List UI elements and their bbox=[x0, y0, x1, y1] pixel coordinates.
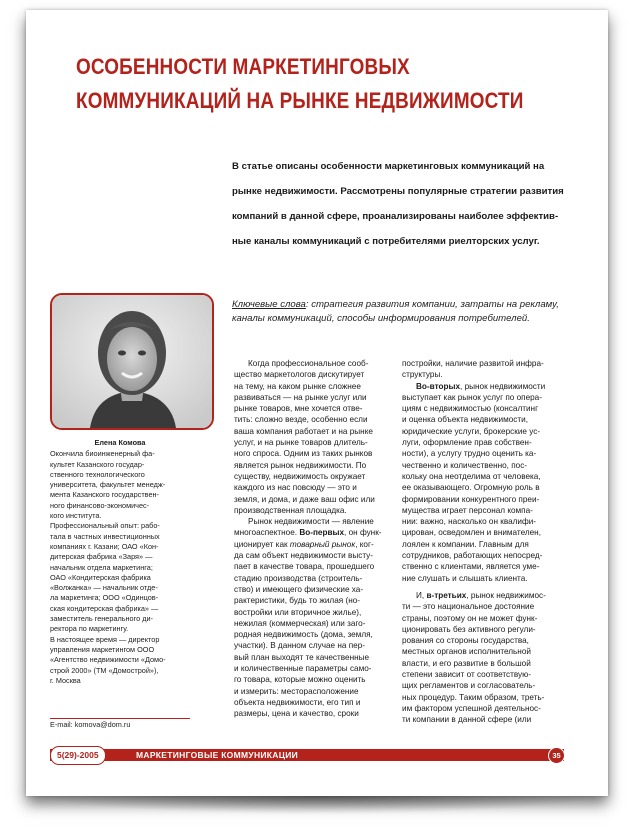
text-line: щество маркетологов дискутирует bbox=[234, 370, 365, 380]
author-email: E-mail: komova@dom.ru bbox=[50, 720, 131, 729]
abstract-line: В статье описаны особенности маркетинговых коммуникаций на bbox=[232, 161, 545, 172]
text-line: формировании конкурентного преи- bbox=[402, 494, 540, 504]
text-line: и измерить: месторасположение bbox=[234, 686, 359, 696]
issue-number: 5(29)-2005 bbox=[50, 746, 106, 765]
bio-line: Профессиональный опыт: рабо- bbox=[50, 521, 160, 531]
text-italic: товарный рынок bbox=[289, 539, 356, 549]
article-title-line1: ОСОБЕННОСТИ МАРКЕТИНГОВЫХ bbox=[76, 54, 410, 79]
bio-line: кого института. bbox=[50, 511, 102, 521]
text-line: луги, оформление прав собствен- bbox=[402, 438, 532, 448]
text-line: и оценка объекта недвижимости, bbox=[402, 415, 528, 425]
text-run: , рынок недвижимос- bbox=[466, 590, 546, 600]
bio-line: В настоящее время — директор bbox=[50, 634, 160, 644]
text-run: , рынок недвижимости bbox=[460, 381, 546, 391]
text-line: местных органов исполнительной bbox=[402, 647, 531, 657]
bio-line: ректора по маркетингу. bbox=[50, 624, 129, 634]
bio-line: ла маркетинга; ООО «Одинцов- bbox=[50, 593, 159, 603]
text-emphasis: Во-вторых bbox=[416, 381, 461, 391]
text-run: И, bbox=[416, 590, 427, 600]
text-line bbox=[234, 539, 392, 550]
author-portrait-icon bbox=[52, 295, 212, 428]
text-line: производственная площадка. bbox=[234, 505, 347, 515]
text-line: страны, поэтому он не может функ- bbox=[402, 613, 538, 623]
author-bio-text bbox=[50, 449, 190, 686]
bio-line: мента Казанского государствен- bbox=[50, 490, 159, 500]
text-run: ционирует как bbox=[234, 539, 290, 549]
text-line: родная недвижимость (дома, земля, bbox=[234, 630, 373, 640]
keywords-text: : стратегия развития компании, затраты на рекламу, bbox=[305, 299, 559, 310]
text-line: ти — это национальное достояние bbox=[402, 602, 535, 612]
article-column-1 bbox=[234, 358, 392, 720]
text-line: востройки или вторичное жилье), bbox=[234, 607, 362, 617]
article-title-line2: КОММУНИКАЦИЙ НА РЫНКЕ НЕДВИЖИМОСТИ bbox=[76, 88, 524, 113]
text-line: степени зависит от соответствую- bbox=[402, 670, 532, 680]
page-shadow bbox=[40, 796, 596, 814]
bio-line: заместитель генерального ди- bbox=[50, 614, 153, 624]
text-line: ственно с клиентами, является уме- bbox=[402, 562, 540, 572]
text-run: , ког- bbox=[355, 539, 374, 549]
text-run: многоаспектное. bbox=[234, 528, 298, 538]
bio-line: компаниях г. Казани; ОАО «Кон- bbox=[50, 541, 159, 551]
text-line: власти, и его развитие в большой bbox=[402, 658, 531, 668]
bio-line: ОАО «Кондитерская фабрика bbox=[50, 572, 151, 582]
abstract-line: ные каналы коммуникаций с потребителями риелторских услуг. bbox=[232, 236, 540, 247]
text-line: участки). В данном случае на пер- bbox=[234, 641, 365, 651]
text-line: да сам объект недвижимости высту- bbox=[234, 551, 374, 561]
text-line: ее оказывающего. Огромную роль в bbox=[402, 483, 540, 493]
text-line: циям с недвижимостью (консалтинг bbox=[402, 404, 539, 414]
text-line: ционировать без активного регули- bbox=[402, 624, 536, 634]
bio-line: ственного технологического bbox=[50, 469, 145, 479]
text-line: рования со стороны государства, bbox=[402, 636, 529, 646]
text-line: мущества играет персонал компа- bbox=[402, 505, 533, 515]
text-emphasis: в-третьих bbox=[426, 590, 467, 600]
bio-line: тала в частных инвестиционных bbox=[50, 531, 160, 541]
text-line: Когда профессиональное сооб- bbox=[248, 359, 369, 368]
text-line: сотрудников, работающих непосред- bbox=[402, 551, 543, 561]
keywords bbox=[232, 298, 567, 326]
text-line: выступает как рынок услуг по опера- bbox=[402, 392, 542, 402]
text-line: услуг, и на рынке товаров длитель- bbox=[234, 438, 368, 448]
text-line: чественно и количественно, пос- bbox=[402, 460, 528, 470]
text-line: каждого из нас повсюду — это и bbox=[234, 483, 357, 493]
text-line bbox=[402, 590, 560, 601]
article-title bbox=[76, 50, 523, 118]
text-line: юридические услуги, брокерские ус- bbox=[402, 426, 541, 436]
text-line: Рынок недвижимости — явление bbox=[248, 517, 374, 527]
text-line: структуры. bbox=[402, 370, 443, 380]
text-line: вый план выходят те качественные bbox=[234, 652, 370, 662]
text-line: рынке товаров, мне хочется отве- bbox=[234, 404, 363, 414]
text-line: тить: сложно везде, особенно если bbox=[234, 415, 368, 425]
bio-line: «Агентство недвижимости «Домо- bbox=[50, 655, 166, 665]
text-line: земля, и дома, и даже ваш офис или bbox=[234, 494, 375, 504]
text-line: стадию производства (строитель- bbox=[234, 573, 363, 583]
text-line: рактеристики, будь то жилая (но- bbox=[234, 596, 360, 606]
article-abstract bbox=[232, 154, 562, 254]
bio-line: Окончила биоинженерный фа- bbox=[50, 449, 155, 459]
author-name: Елена Комова bbox=[94, 438, 146, 447]
author-photo bbox=[50, 293, 214, 430]
text-line: го товара, которые можно оценить bbox=[234, 675, 366, 685]
text-run: , он функ- bbox=[344, 528, 382, 538]
bio-line: культет Казанского государ- bbox=[50, 459, 145, 469]
text-line: нежилая (коммерческая) или заго- bbox=[234, 618, 366, 628]
text-line: ных процедур. Таким образом, треть- bbox=[402, 692, 545, 702]
text-line: объекта недвижимости, его тип и bbox=[234, 697, 361, 707]
bio-line: «Волжанка» — начальник отде- bbox=[50, 583, 158, 593]
keywords-label: Ключевые слова bbox=[232, 299, 306, 310]
bio-line: начальник отдела маркетинга; bbox=[50, 562, 153, 572]
text-line: ваша компания работает и на рынке bbox=[234, 426, 373, 436]
section-title: МАРКЕТИНГОВЫЕ КОММУНИКАЦИИ bbox=[136, 750, 299, 760]
bio-line: управления маркетингом ООО bbox=[50, 644, 155, 654]
text-line bbox=[402, 381, 560, 392]
bio-divider bbox=[50, 718, 190, 719]
text-line: нии: важно, насколько он квалифи- bbox=[402, 517, 537, 527]
bio-line: строй 2000» (ТМ «Домострой»), bbox=[50, 665, 159, 675]
abstract-line: рынке недвижимости. Рассмотрены популярные стратегии развития bbox=[232, 186, 564, 197]
text-line: им фактором успешной деятельнос- bbox=[402, 703, 541, 713]
page-number: 35 bbox=[548, 747, 565, 764]
footer-bar bbox=[50, 749, 564, 761]
text-line: ти компании в данной сфере (или bbox=[402, 715, 532, 725]
text-line: цирован, осведомлен и внимателен, bbox=[402, 528, 541, 538]
bio-line: г. Москва bbox=[50, 675, 81, 685]
text-emphasis: Во-первых bbox=[299, 528, 345, 538]
text-line: ние слушать и слышать клиента. bbox=[402, 573, 528, 583]
text-line: на тему, на каком рынке сложнее bbox=[234, 381, 361, 391]
text-line: ного спроса. Одним из таких рынков bbox=[234, 449, 373, 459]
bio-line: дитерская фабрика «Заря» — bbox=[50, 552, 153, 562]
text-line: ство) и имеющего физические ха- bbox=[234, 584, 364, 594]
text-line: лоялен к компании. Главным для bbox=[402, 539, 529, 549]
bio-line: ного финансово-экономичес- bbox=[50, 500, 150, 510]
text-line: пает в качестве товара, прошедшего bbox=[234, 562, 375, 572]
bio-line: университета, факультет менедж- bbox=[50, 480, 166, 490]
text-line: существу, недвижимость окружает bbox=[234, 471, 366, 481]
text-line: постройки, наличие развитой инфра- bbox=[402, 359, 544, 368]
author-bio bbox=[50, 438, 190, 686]
bio-line: ская кондитерская фабрика» — bbox=[50, 603, 159, 613]
text-line: кольку она неотделима от человека, bbox=[402, 471, 541, 481]
abstract-line: компаний в данной сфере, проанализированы наиболее эффектив- bbox=[232, 211, 559, 222]
text-line: ности), а услугу трудно оценить ка- bbox=[402, 449, 537, 459]
text-line bbox=[234, 527, 392, 538]
keywords-text: каналы коммуникаций, способы информирования потребителей. bbox=[232, 313, 530, 324]
text-line: и количественные параметры само- bbox=[234, 664, 372, 674]
text-line: является рынок недвижимости. По bbox=[234, 460, 367, 470]
text-line: щих регламентов и согласователь- bbox=[402, 681, 536, 691]
article-column-2 bbox=[402, 358, 560, 726]
text-line: размеры, цена и качество, сроки bbox=[234, 709, 359, 719]
text-line: развиваться — на рынке услуг или bbox=[234, 392, 367, 402]
